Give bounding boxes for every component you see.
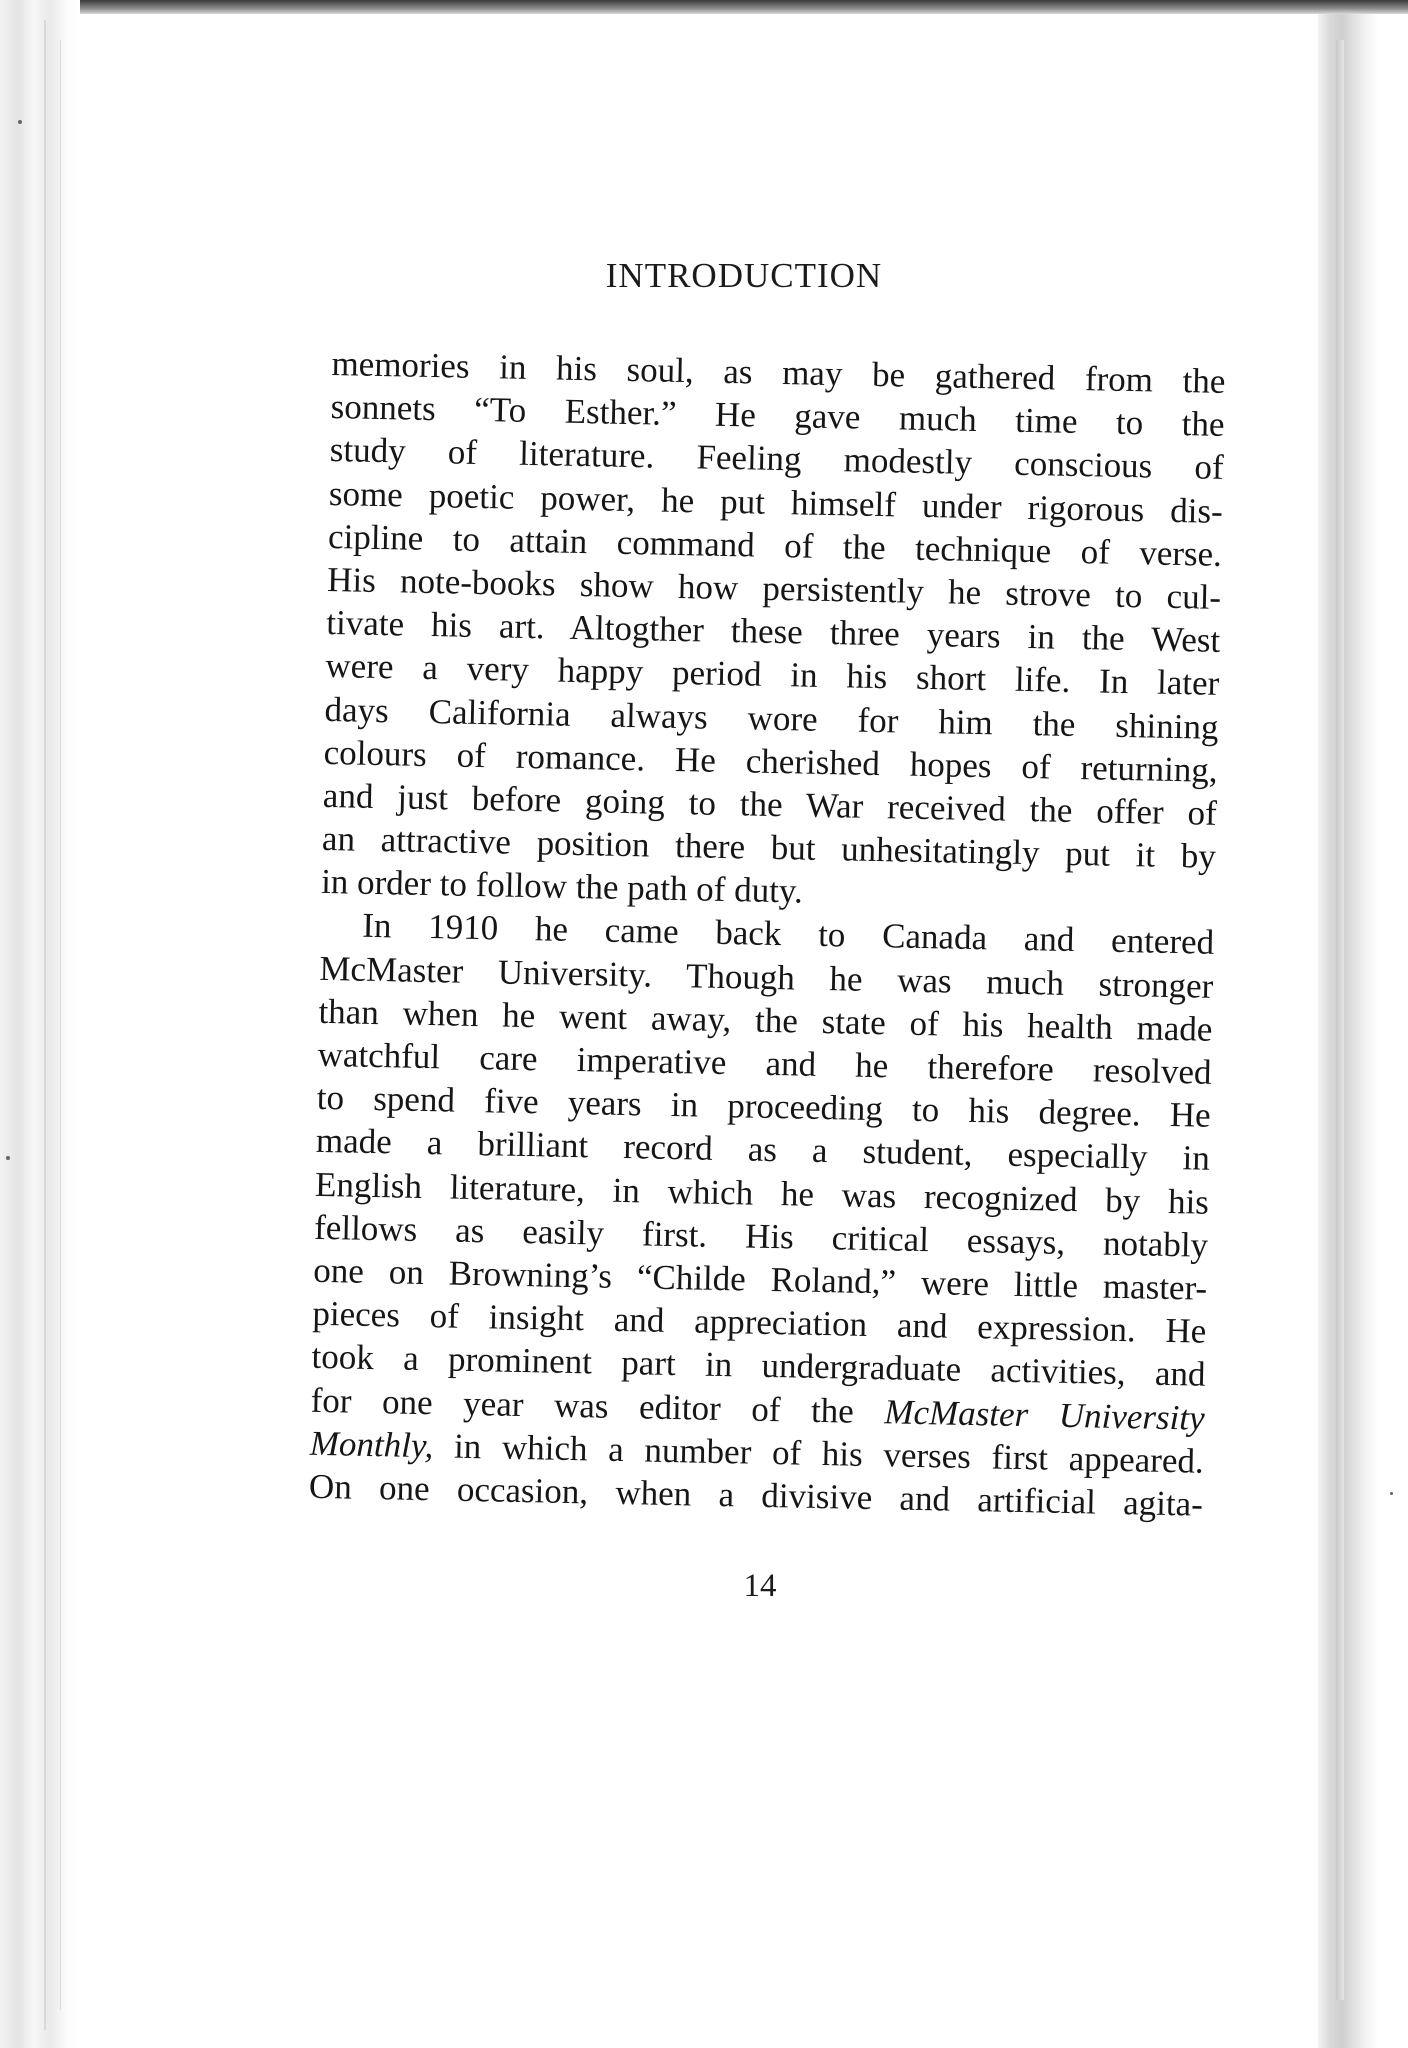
running-head bbox=[0, 256, 1408, 296]
text-segment: in which a number of his verses first appeared. bbox=[432, 1425, 1205, 1481]
text-line: pieces of insight and appreciation and expression. He bbox=[312, 1293, 1207, 1351]
body-text bbox=[309, 342, 1226, 1526]
text-line: made a brilliant record as a student, especially in bbox=[315, 1121, 1211, 1179]
text-line: memories in his soul, as may be gathered from the bbox=[331, 343, 1226, 401]
text-line: colours of romance. He cherished hopes of returning, bbox=[323, 732, 1218, 790]
text-line: On one occasion, when a divisive and artificial agita- bbox=[308, 1466, 1204, 1524]
text-line: watchful care imperative and he therefore resolved bbox=[317, 1034, 1212, 1092]
page-edge-shadow bbox=[1336, 40, 1344, 2000]
text-line: than when he went away, the state of his health made bbox=[318, 991, 1213, 1049]
scan-speck bbox=[18, 120, 22, 124]
italic-title: McMaster University bbox=[884, 1391, 1205, 1438]
text-line: some poetic power, he put himself under rigorous dis- bbox=[328, 473, 1224, 531]
text-line: cipline to attain command of the technique of verse. bbox=[327, 516, 1223, 574]
scan-speck bbox=[1390, 1492, 1393, 1495]
text-line: and just before going to the War received the offer of bbox=[322, 775, 1218, 833]
page-number: 14 bbox=[743, 1568, 777, 1604]
gutter-fold-line-inner bbox=[60, 40, 61, 2010]
text-line: to spend five years in proceeding to his degree. He bbox=[316, 1078, 1212, 1135]
text-line: sonnets “To Esther.” He gave much time to the bbox=[330, 387, 1225, 445]
text-line: took a prominent part in undergraduate activities, and bbox=[311, 1337, 1206, 1395]
text-segment: for one year was editor of the bbox=[310, 1380, 885, 1431]
text-line: His note-books show how persistently he strove to cul- bbox=[326, 559, 1222, 617]
page-edge-stack bbox=[1318, 14, 1408, 2048]
text-line: fellows as easily first. His critical essays, notably bbox=[313, 1207, 1209, 1265]
text-line: In 1910 he came back to Canada and entered bbox=[361, 906, 1215, 963]
scan-speck bbox=[6, 1156, 10, 1160]
text-line: English literature, in which he was recognized by his bbox=[314, 1164, 1210, 1222]
text-line: McMaster University. Though he was much stronger bbox=[319, 948, 1214, 1006]
text-line: were a very happy period in his short life. In later bbox=[325, 646, 1220, 704]
scanner-top-border bbox=[0, 0, 1408, 14]
gutter-fold-line bbox=[44, 20, 46, 2030]
italic-title: Monthly, bbox=[309, 1423, 434, 1465]
text-line: tivate his art. Altogther these three years in the West bbox=[325, 603, 1221, 661]
text-line: in order to follow the path of duty. bbox=[320, 862, 804, 911]
running-head-text: INTRODUCTION bbox=[605, 256, 883, 295]
binding-gutter bbox=[0, 0, 80, 2048]
text-line: an attractive position there but unhesitatingly put it by bbox=[321, 818, 1217, 876]
text-line: days California always wore for him the shining bbox=[324, 689, 1219, 747]
text-line: one on Browning’s “Childe Roland,” were little master- bbox=[312, 1250, 1208, 1308]
text-line: study of literature. Feeling modestly conscious of bbox=[329, 430, 1225, 488]
